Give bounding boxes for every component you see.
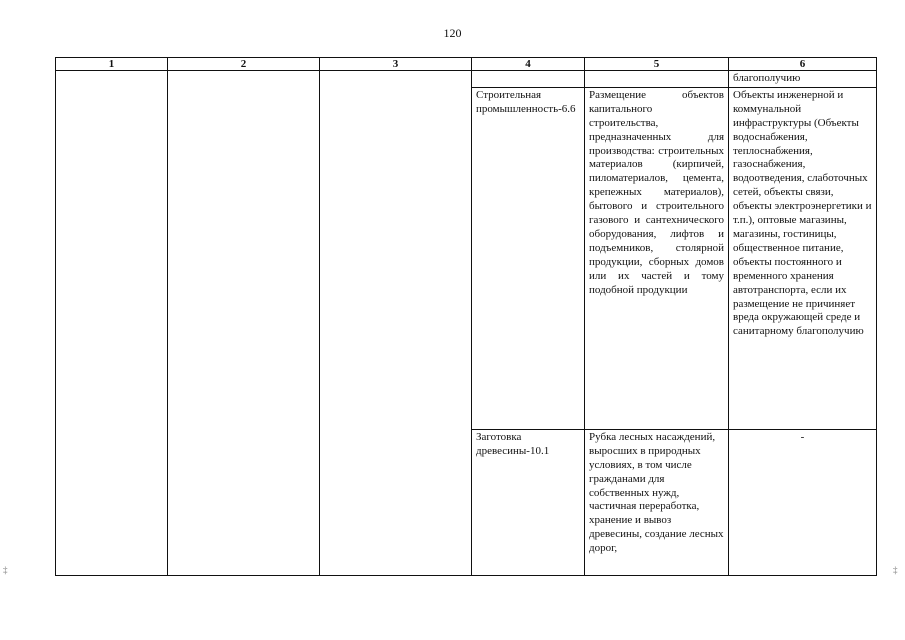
description-cell: Рубка лесных насаждений, выросших в природных условиях, в том числе гражданами для собственных нужд, частичная переработка, хранение и вывоз древесины, создание лесных дорог, [585, 429, 729, 575]
regulation-table [55, 57, 877, 576]
continuation-cell-4 [472, 71, 585, 88]
column-3-empty-cell [320, 71, 472, 576]
continuation-cell-5 [585, 71, 729, 88]
page-number: 120 [443, 26, 462, 40]
column-header-3: 3 [320, 58, 472, 71]
continuation-row [56, 71, 877, 88]
use-type-cell: Строительная промышленность-6.6 [472, 87, 585, 429]
description-cell: Размещение объектов капитального строительства, предназначенных для производства: строительных материалов (кирпичей, пиломатериалов, цемента, крепежных материалов), бытового и строительного газового и сантехнического оборудования, лифтов и подъемников, столярной продукции, сборных домов или их частей и тому подобной продукции [585, 87, 729, 429]
column-header-6: 6 [729, 58, 877, 71]
column-header-4: 4 [472, 58, 585, 71]
column-header-1: 1 [56, 58, 168, 71]
left-margin-mark: ‡ [3, 565, 8, 575]
column-2-empty-cell [168, 71, 320, 576]
right-margin-mark: ‡ [893, 565, 898, 575]
use-type-cell: Заготовка древесины-10.1 [472, 429, 585, 575]
header-row [56, 58, 877, 71]
related-objects-cell: - [729, 429, 877, 575]
related-objects-cell: Объекты инженерной и коммунальной инфраструктуры (Объекты водоснабжения, теплоснабжения, газоснабжения, водоотведения, слаботочных сетей, объекты связи, объекты электроэнергетики и т.п.), оптовые магазины, магазины, гостиницы, общественное питание, объекты постоянного и временного хранения автотранспорта, если их размещение не причиняет вреда окружающей среде и санитарному благополучию [729, 87, 877, 429]
column-header-2: 2 [168, 58, 320, 71]
continuation-cell-6: благополучию [729, 71, 877, 88]
column-header-5: 5 [585, 58, 729, 71]
column-1-empty-cell [56, 71, 168, 576]
